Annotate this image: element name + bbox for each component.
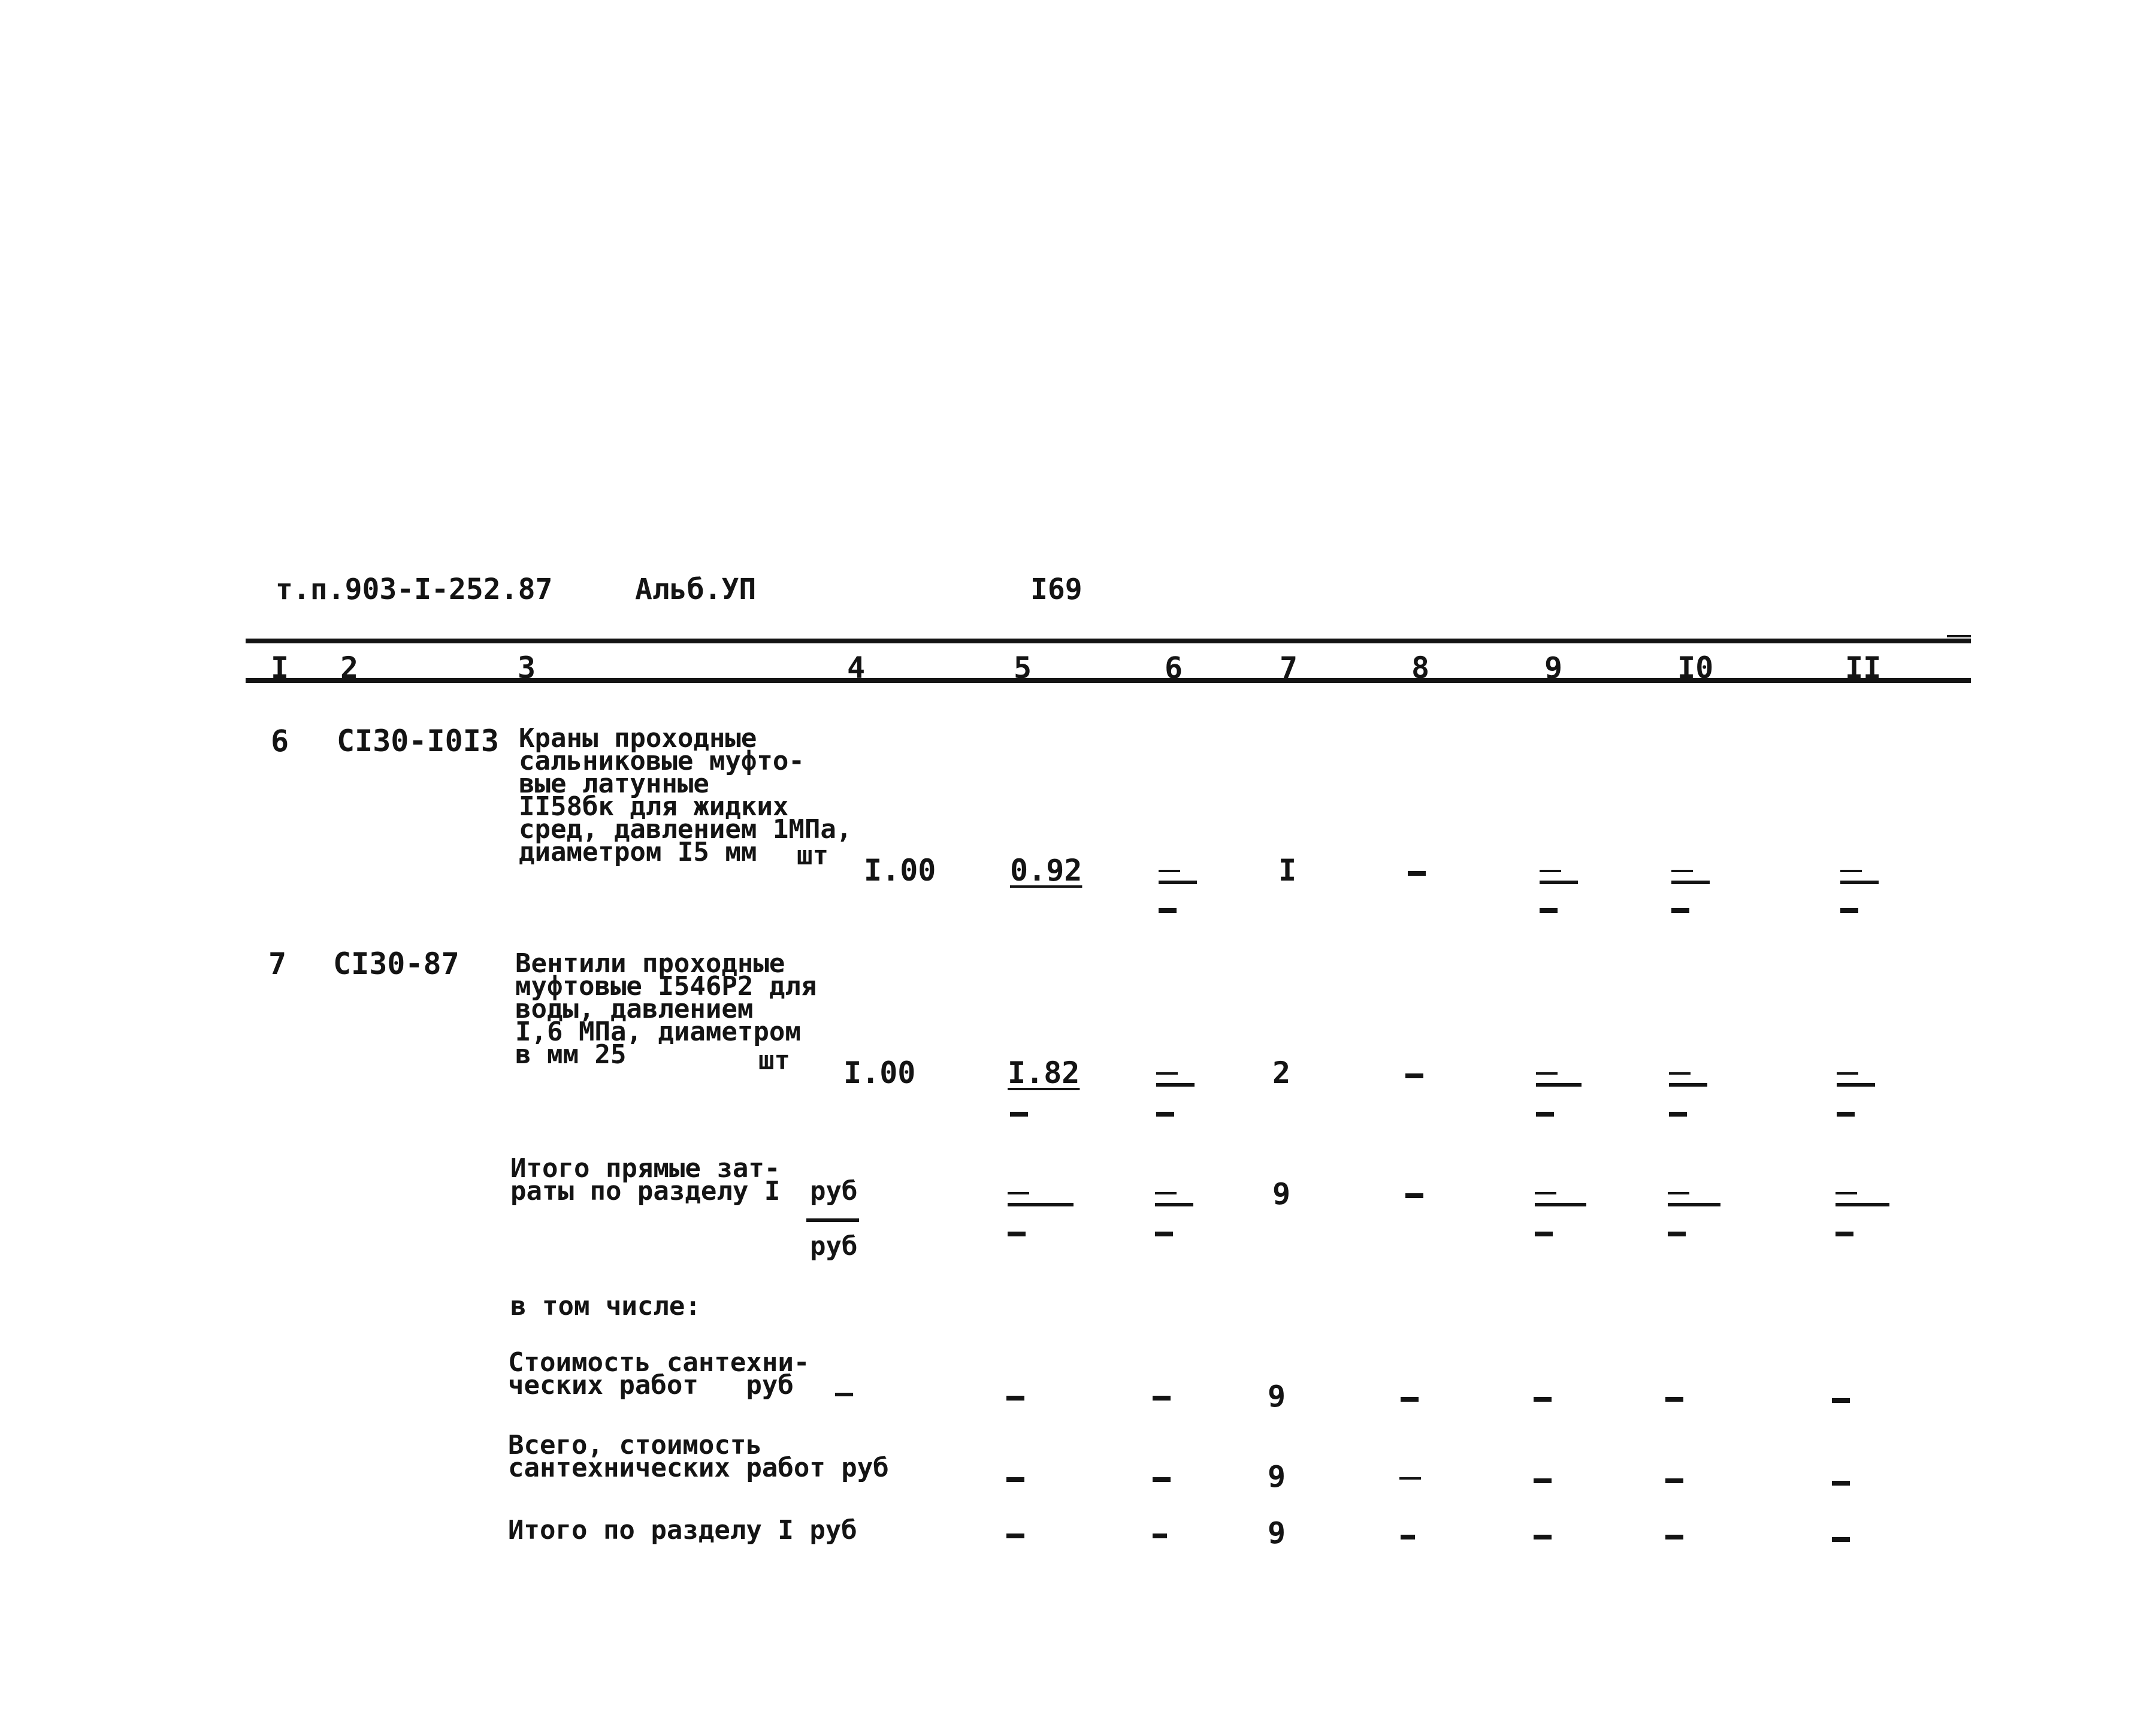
dash-mark [1156, 1072, 1178, 1075]
total-label-line: раты по разделу I [510, 1176, 781, 1206]
description-line: в мм 25 [515, 1039, 627, 1070]
description-line: II58бк для жидких [519, 791, 789, 822]
row-quantity: I.00 [843, 1055, 916, 1090]
fraction-line [1159, 881, 1197, 884]
description-line: сальниковые муфто- [519, 746, 805, 776]
row-col7-value: 2 [1272, 1055, 1291, 1090]
description-line: воды, давлением [515, 994, 754, 1024]
description-line: диаметром I5 мм [519, 837, 757, 867]
total-label-line: ческих работ руб [508, 1370, 794, 1401]
row-col7-value: I [1278, 853, 1297, 888]
fraction-line [1008, 1203, 1074, 1206]
column-number: 4 [847, 651, 866, 685]
fraction-line [1155, 1203, 1193, 1206]
unit-numerator: руб [810, 1176, 858, 1206]
dash-mark [1837, 1072, 1858, 1075]
dash-mark [1536, 1112, 1554, 1117]
total-col7-value: 9 [1268, 1379, 1286, 1414]
dash-mark [1840, 908, 1858, 913]
fraction-line [1668, 1203, 1720, 1206]
total-col7-value: 9 [1268, 1459, 1286, 1494]
column-number: 7 [1280, 651, 1298, 685]
dash-mark [1155, 1192, 1177, 1194]
dash-mark [1153, 1534, 1167, 1538]
dash-mark [1665, 1478, 1683, 1483]
dash-mark [1535, 1232, 1553, 1236]
dash-mark [1159, 908, 1177, 913]
dash-mark [1153, 1477, 1171, 1482]
column-number: 2 [340, 651, 359, 685]
row-unit: шт [797, 840, 828, 871]
dash-mark [1008, 1232, 1026, 1236]
column-number: II [1845, 651, 1882, 685]
total-label-line: Стоимость сантехни- [508, 1347, 810, 1378]
dash-mark [1408, 871, 1426, 876]
total-label-line: Всего, стоимость [508, 1430, 762, 1460]
fraction-line [1671, 881, 1710, 884]
dash-mark [1155, 1232, 1173, 1236]
doc-code: т.п.903-I-252.87 [276, 573, 553, 606]
dash-mark [1837, 1112, 1855, 1117]
row-col5-value: I.82 [1008, 1055, 1080, 1090]
description-line: вые латунные [519, 769, 709, 799]
dash-mark [1540, 908, 1558, 913]
page-number: I69 [1030, 573, 1082, 606]
dash-mark [1156, 1112, 1174, 1117]
dash-mark [1535, 1192, 1556, 1194]
dash-mark [1669, 1112, 1687, 1117]
fraction-line [1535, 1203, 1586, 1206]
fraction-line [1840, 881, 1879, 884]
dash-mark [1534, 1535, 1552, 1539]
dash-mark [1006, 1534, 1024, 1538]
total-col4-value: – [835, 1375, 854, 1410]
dash-mark [1668, 1192, 1689, 1194]
row-code: СI30-87 [333, 946, 459, 981]
dash-mark [1006, 1396, 1024, 1401]
description-line: I,6 МПа, диаметром [515, 1017, 801, 1047]
dash-mark [1534, 1478, 1552, 1483]
total-label-line: Итого по разделу I руб [508, 1515, 857, 1545]
description-line: Вентили проходные [515, 948, 785, 979]
total-label-line: сантехнических работ руб [508, 1453, 889, 1483]
dash-mark [1832, 1398, 1850, 1403]
description-line: Краны проходные [519, 723, 757, 754]
column-number: 6 [1165, 651, 1183, 685]
total-label-line: Итого прямые зат- [510, 1153, 781, 1184]
fraction-line [1156, 1083, 1195, 1087]
row-code: СI30-I0I3 [337, 724, 499, 758]
description-line: муфтовые I546Р2 для [515, 971, 817, 1002]
fraction-line [1837, 1083, 1875, 1087]
dash-mark [1669, 1072, 1691, 1075]
row-quantity: I.00 [864, 853, 936, 888]
row-col5-value: 0.92 [1010, 853, 1082, 888]
column-number: I0 [1677, 651, 1714, 685]
column-number: 3 [518, 651, 536, 685]
fraction-line [1540, 881, 1578, 884]
column-number: 9 [1544, 651, 1563, 685]
column-number: I [271, 651, 289, 685]
fraction-line [1536, 1083, 1582, 1087]
including-label: в том числе: [510, 1291, 701, 1321]
unit-denominator: руб [810, 1231, 858, 1262]
dash-mark [1010, 1112, 1028, 1117]
dash-mark [1401, 1397, 1419, 1402]
column-number: 8 [1411, 651, 1430, 685]
dash-mark [1668, 1232, 1686, 1236]
dash-mark [1671, 908, 1689, 913]
table-top-rule-tail [1947, 635, 1971, 637]
dash-mark [1399, 1477, 1421, 1480]
row-number: 6 [271, 724, 289, 758]
dash-mark [1405, 1193, 1423, 1198]
column-number: 5 [1014, 651, 1032, 685]
dash-mark [1836, 1192, 1857, 1194]
total-col7-value: 9 [1268, 1516, 1286, 1550]
dash-mark [1840, 870, 1862, 872]
dash-mark [1159, 870, 1180, 872]
description-line: сред, давлением 1МПа, [519, 814, 852, 845]
fraction-line [1836, 1203, 1889, 1206]
fraction-line [1669, 1083, 1707, 1087]
table-top-rule [246, 639, 1971, 643]
row-number: 7 [268, 946, 287, 981]
dash-mark [1008, 1192, 1029, 1194]
row-unit: шт [758, 1045, 790, 1076]
total-col7-value: 9 [1272, 1176, 1291, 1211]
dash-mark [1006, 1477, 1024, 1482]
dash-mark [1401, 1535, 1415, 1539]
dash-mark [1540, 870, 1561, 872]
dash-mark [1536, 1072, 1558, 1075]
dash-mark [1405, 1073, 1423, 1078]
dash-mark [1832, 1537, 1850, 1542]
dash-mark [1534, 1397, 1552, 1402]
unit-fraction-line [806, 1218, 859, 1222]
dash-mark [1671, 870, 1693, 872]
dash-mark [1665, 1535, 1683, 1539]
dash-mark [1836, 1232, 1853, 1236]
album-label: Альб.УП [635, 573, 757, 606]
dash-mark [1832, 1481, 1850, 1486]
dash-mark [1665, 1397, 1683, 1402]
dash-mark [1153, 1396, 1171, 1401]
